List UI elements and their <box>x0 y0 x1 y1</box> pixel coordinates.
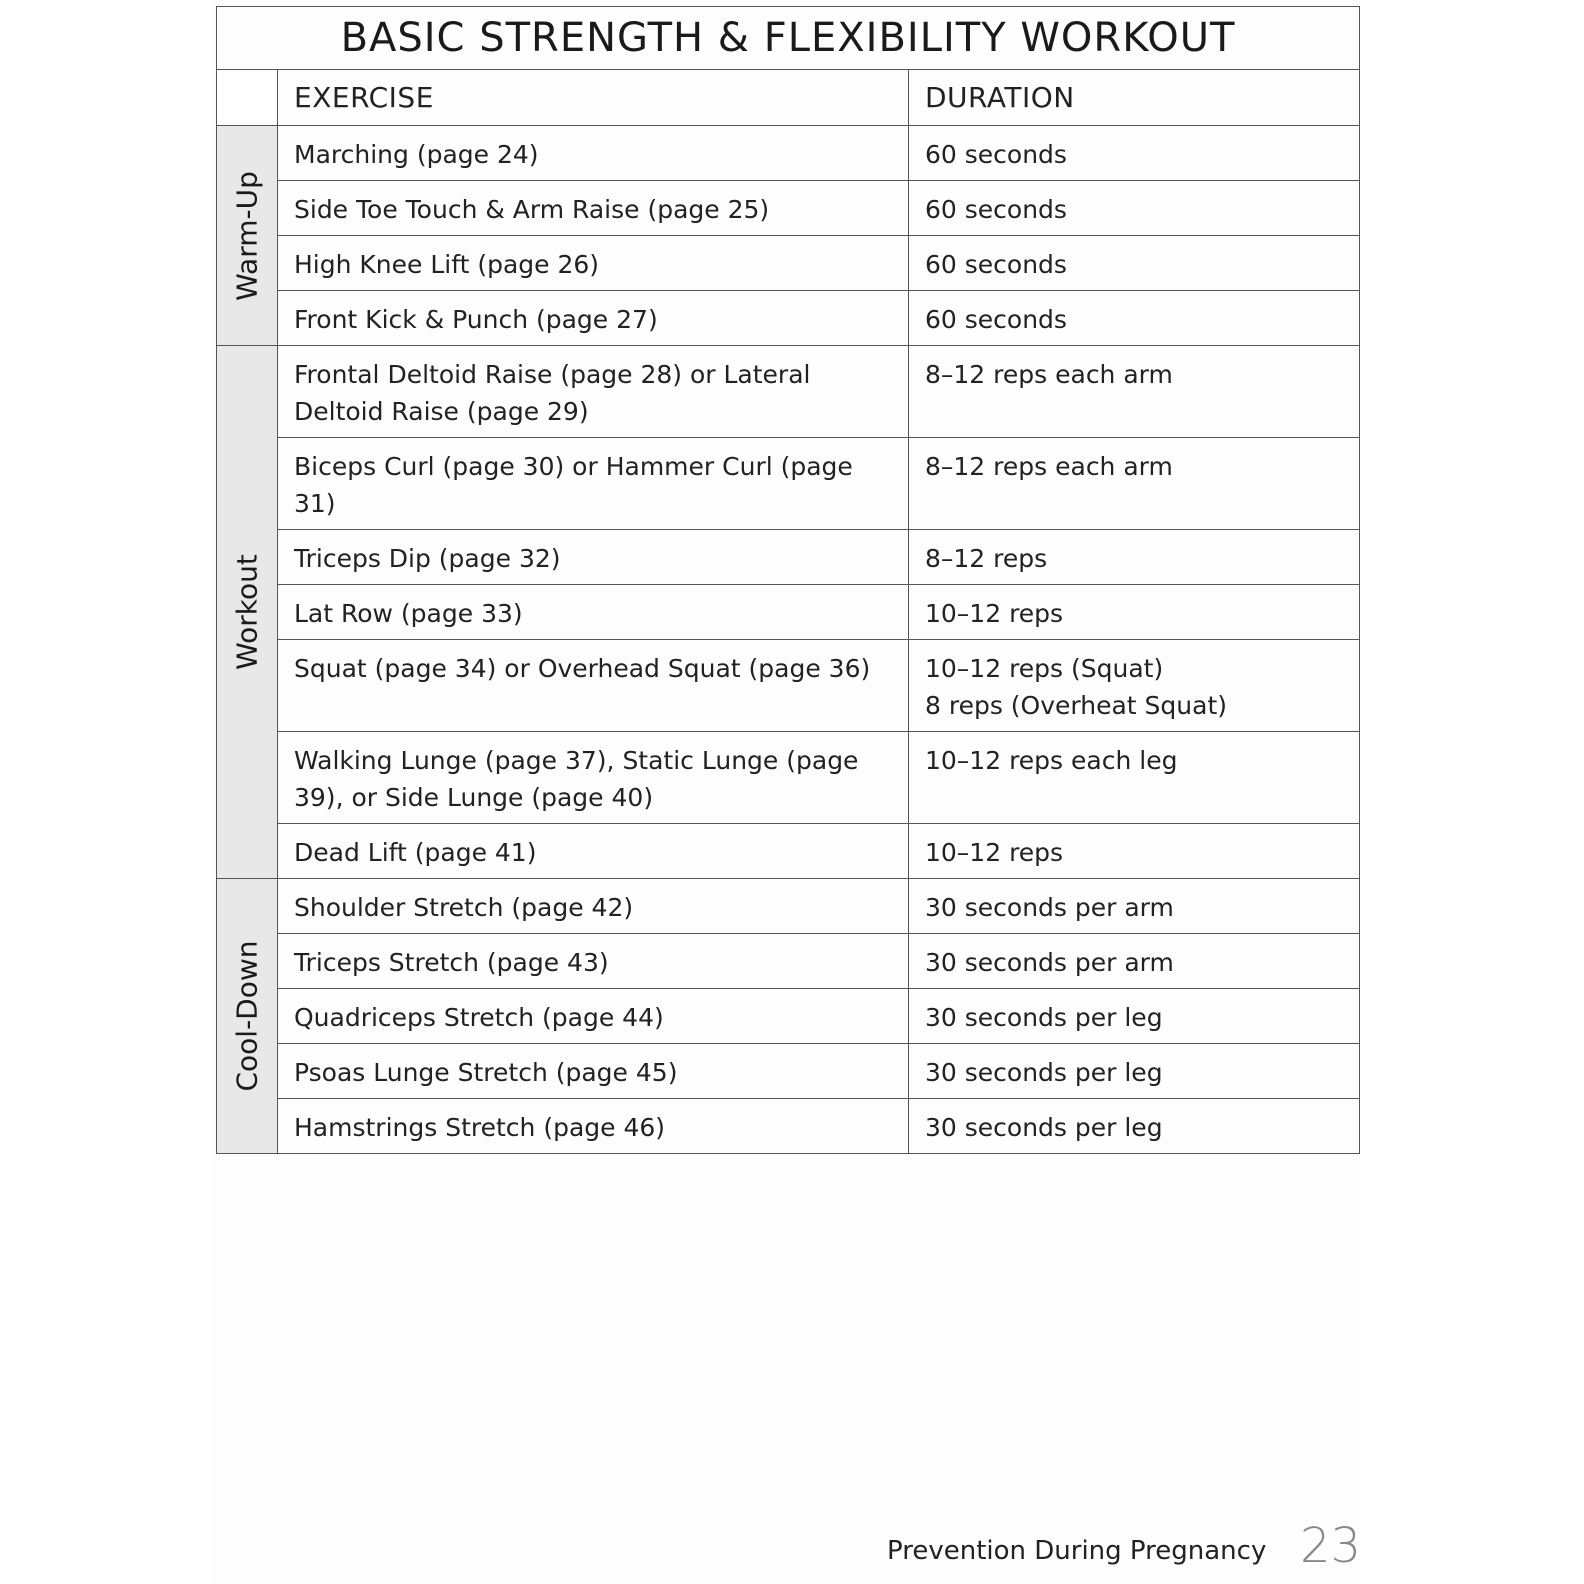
duration-line: 30 seconds per arm <box>925 948 1174 977</box>
header-row <box>217 70 1360 126</box>
table-row <box>217 824 1360 879</box>
exercise-cell: Hamstrings Stretch (page 46) <box>278 1099 909 1154</box>
duration-line: 60 seconds <box>925 195 1067 224</box>
exercise-cell: Side Toe Touch & Arm Raise (page 25) <box>278 181 909 236</box>
table-row <box>217 181 1360 236</box>
table-row <box>217 640 1360 732</box>
duration-line: 60 seconds <box>925 250 1067 279</box>
table-body <box>217 126 1360 1154</box>
duration-cell <box>909 989 1360 1044</box>
table-row <box>217 291 1360 346</box>
duration-cell <box>909 1099 1360 1154</box>
table-row <box>217 438 1360 530</box>
duration-line: 10–12 reps <box>925 838 1064 867</box>
header-exercise: EXERCISE <box>278 70 909 126</box>
duration-cell <box>909 236 1360 291</box>
table-title: BASIC STRENGTH & FLEXIBILITY WORKOUT <box>217 7 1360 70</box>
header-duration: DURATION <box>909 70 1360 126</box>
section-label: Cool-Down <box>230 940 264 1092</box>
workout-table <box>216 6 1360 1154</box>
exercise-cell: Marching (page 24) <box>278 126 909 181</box>
exercise-cell: Shoulder Stretch (page 42) <box>278 879 909 934</box>
exercise-cell: Quadriceps Stretch (page 44) <box>278 989 909 1044</box>
table-row <box>217 346 1360 438</box>
duration-line: 10–12 reps (Squat) <box>925 654 1164 683</box>
exercise-cell: Walking Lunge (page 37), Static Lunge (page 39), or Side Lunge (page 40) <box>278 732 909 824</box>
exercise-cell: Squat (page 34) or Overhead Squat (page 36) <box>278 640 909 732</box>
duration-line: 8–12 reps <box>925 544 1048 573</box>
section-cell-cool-down <box>217 879 278 1154</box>
table-row <box>217 530 1360 585</box>
exercise-cell: Psoas Lunge Stretch (page 45) <box>278 1044 909 1099</box>
exercise-cell: Front Kick & Punch (page 27) <box>278 291 909 346</box>
duration-cell <box>909 181 1360 236</box>
duration-line: 8 reps (Overheat Squat) <box>925 691 1228 720</box>
section-cell-warm-up <box>217 126 278 346</box>
duration-cell <box>909 346 1360 438</box>
duration-line: 8–12 reps each arm <box>925 452 1173 481</box>
table-row <box>217 1099 1360 1154</box>
table-row <box>217 126 1360 181</box>
exercise-cell: Frontal Deltoid Raise (page 28) or Lateral Deltoid Raise (page 29) <box>278 346 909 438</box>
duration-cell <box>909 934 1360 989</box>
duration-cell <box>909 640 1360 732</box>
table-row <box>217 732 1360 824</box>
section-cell-workout <box>217 346 278 879</box>
duration-line: 10–12 reps <box>925 599 1064 628</box>
title-row <box>217 7 1360 70</box>
duration-line: 60 seconds <box>925 140 1067 169</box>
duration-line: 30 seconds per leg <box>925 1003 1163 1032</box>
header-blank-cell <box>217 70 278 126</box>
table-row <box>217 934 1360 989</box>
duration-cell <box>909 585 1360 640</box>
table-row <box>217 236 1360 291</box>
running-title: Prevention During Pregnancy <box>887 1536 1267 1566</box>
duration-cell <box>909 126 1360 181</box>
duration-cell <box>909 732 1360 824</box>
duration-cell <box>909 824 1360 879</box>
section-label: Warm-Up <box>230 170 264 301</box>
duration-cell <box>909 291 1360 346</box>
duration-line: 8–12 reps each arm <box>925 360 1173 389</box>
exercise-cell: Biceps Curl (page 30) or Hammer Curl (page 31) <box>278 438 909 530</box>
duration-cell <box>909 1044 1360 1099</box>
duration-line: 10–12 reps each leg <box>925 746 1178 775</box>
duration-line: 30 seconds per leg <box>925 1058 1163 1087</box>
table-row <box>217 585 1360 640</box>
exercise-cell: Lat Row (page 33) <box>278 585 909 640</box>
exercise-cell: Triceps Stretch (page 43) <box>278 934 909 989</box>
exercise-cell: High Knee Lift (page 26) <box>278 236 909 291</box>
duration-line: 30 seconds per arm <box>925 893 1174 922</box>
duration-cell <box>909 438 1360 530</box>
table-row <box>217 1044 1360 1099</box>
duration-line: 60 seconds <box>925 305 1067 334</box>
duration-cell <box>909 879 1360 934</box>
exercise-cell: Triceps Dip (page 32) <box>278 530 909 585</box>
duration-cell <box>909 530 1360 585</box>
exercise-cell: Dead Lift (page 41) <box>278 824 909 879</box>
table-row <box>217 879 1360 934</box>
table-row <box>217 989 1360 1044</box>
section-label: Workout <box>230 554 264 670</box>
page-number: 23 <box>1300 1518 1362 1574</box>
duration-line: 30 seconds per leg <box>925 1113 1163 1142</box>
